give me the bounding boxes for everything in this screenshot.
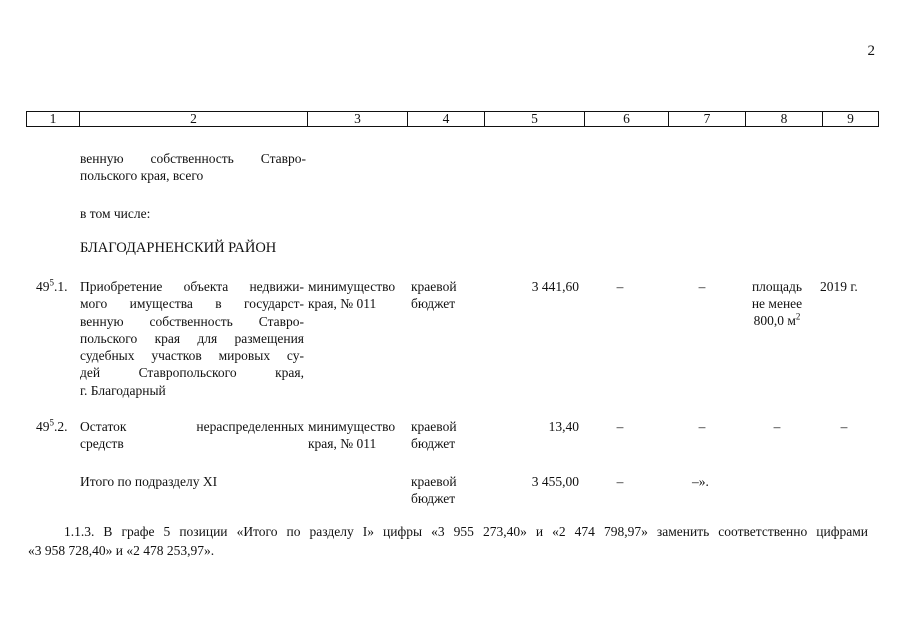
row1-name-line-3: венную собственность Ставро-	[80, 313, 304, 329]
total-budget-line-2: бюджет	[411, 491, 456, 506]
row2-name-line-1: Остаток нераспределенных	[80, 419, 304, 434]
row1-number: $49^5.1$.	[36, 277, 68, 294]
col-header-6: 6	[585, 112, 669, 127]
row1-budget-line-2: бюджет	[411, 296, 456, 311]
col-header-4: 4	[408, 112, 485, 127]
total-col7: –».	[692, 474, 709, 489]
row1-name-line-4: польского края для размещения	[80, 330, 304, 346]
row1-col9: 2019 г.	[820, 279, 858, 294]
row2-amount: 13,40	[548, 419, 579, 434]
row1-name-line-5: судебных участков мировых су-	[80, 348, 304, 364]
col-header-8: 8	[746, 112, 823, 127]
row2-ministry-line-2: края, № 011	[308, 436, 377, 451]
page-number: 2	[867, 43, 875, 59]
row1-col8	[739, 278, 815, 329]
row1-budget	[411, 278, 457, 312]
row1-budget-line-1: краевой	[411, 279, 457, 294]
row2-col7: –	[698, 419, 706, 434]
total-col6: –	[616, 474, 624, 489]
row2-name-line-2: средств	[80, 436, 124, 452]
row2-name	[80, 418, 304, 453]
row2-budget-line-1: краевой	[411, 419, 457, 434]
row2-ministry	[308, 418, 395, 452]
continuation-text	[80, 150, 306, 184]
amendment-line-1: 1.1.3. В графе 5 позиции «Итого по разделу I» цифры «3 955 273,40» и «2 474 798,97» заменить соответственно цифрами	[64, 524, 868, 539]
row1-name	[80, 278, 304, 399]
col-header-2: 2	[80, 112, 308, 127]
row2-number: $49^5.2$.	[36, 417, 68, 434]
col-header-5: 5	[485, 112, 585, 127]
row1-name-line-1: Приобретение объекта недвижи-	[80, 279, 304, 294]
row1-col8-line-3: 800,0 $м^2$	[753, 311, 801, 328]
row2-ministry-line-1: минимущество	[308, 419, 396, 434]
district-heading: БЛАГОДАРНЕНСКИЙ РАЙОН	[80, 240, 277, 256]
continuation-line-1: венную собственность Ставро-	[80, 151, 306, 166]
total-label: Итого по подразделу XI	[80, 474, 218, 489]
row1-name-line-2: мого имущества в государст-	[80, 296, 304, 312]
row1-ministry	[308, 278, 395, 312]
total-amount: 3 455,00	[531, 474, 579, 489]
row1-name-line-6: дей Ставропольского края,	[80, 365, 304, 381]
total-budget	[411, 473, 457, 507]
row2-budget	[411, 418, 457, 452]
row1-amount: 3 441,60	[531, 279, 579, 294]
continuation-line-2: польского края, всего	[80, 168, 204, 183]
column-header-row	[27, 112, 879, 127]
row1-col7: –	[698, 279, 706, 294]
row1-name-line-7: г. Благодарный	[80, 382, 166, 398]
row1-ministry-line-1: минимущество	[308, 279, 396, 294]
total-budget-line-1: краевой	[411, 474, 457, 489]
amendment-line-2: «3 958 728,40» и «2 478 253,97».	[28, 543, 215, 558]
col-header-7: 7	[669, 112, 746, 127]
row1-ministry-line-2: края, № 011	[308, 296, 377, 311]
column-header-table	[26, 111, 879, 127]
col-header-9: 9	[823, 112, 879, 127]
col-header-1: 1	[27, 112, 80, 127]
row1-col8-line-1: площадь	[751, 279, 803, 294]
row2-col8: –	[773, 419, 781, 434]
row2-budget-line-2: бюджет	[411, 436, 456, 451]
amendment-paragraph	[28, 522, 868, 560]
col-header-3: 3	[308, 112, 408, 127]
row1-col6: –	[616, 279, 624, 294]
row2-col6: –	[616, 419, 624, 434]
row1-col8-line-2: не менее	[751, 296, 803, 311]
including-label: в том числе:	[80, 206, 151, 221]
row2-col9: –	[840, 419, 848, 434]
